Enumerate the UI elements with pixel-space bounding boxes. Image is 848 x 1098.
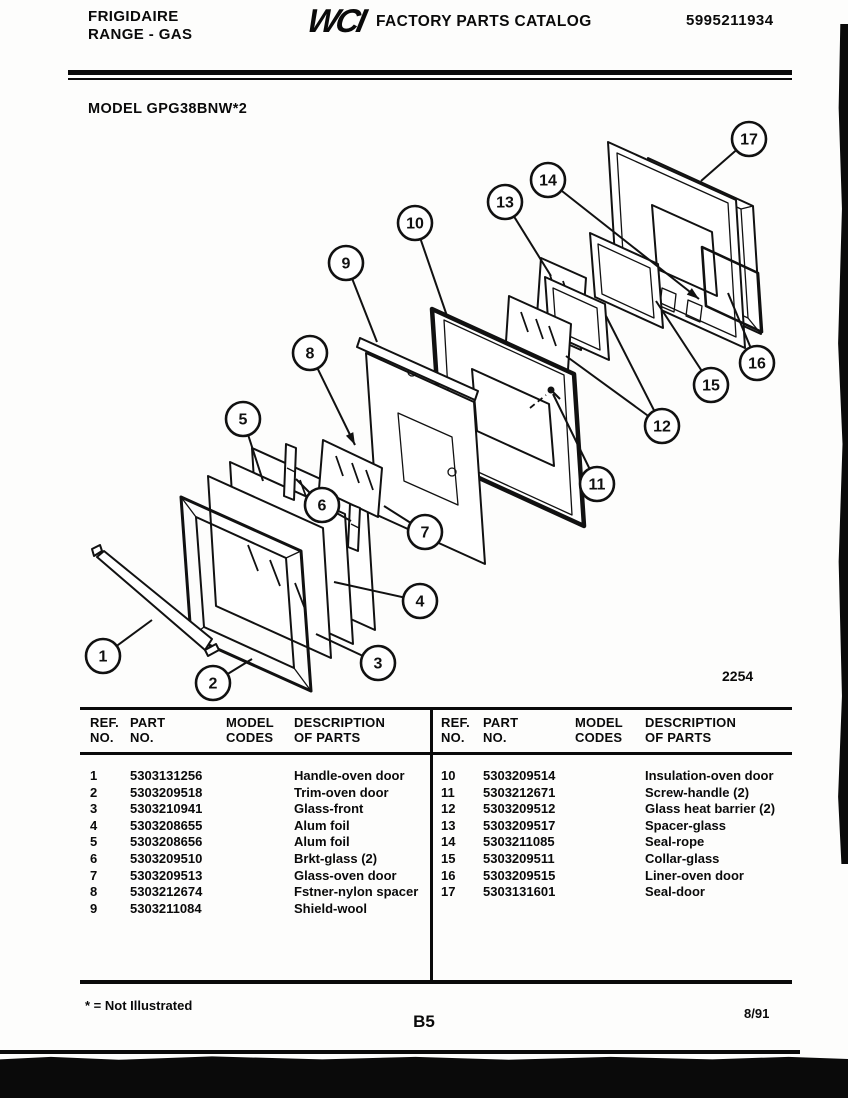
part-description: Liner-oven door [645,867,744,883]
part-no: 5303209515 [483,867,556,883]
part-no: 5303211085 [483,834,555,850]
model-codes [575,834,645,851]
table-row [441,851,811,868]
part-no: 5303209518 [130,784,203,800]
svg-text:14: 14 [539,172,557,190]
ref-no: 17 [441,884,456,900]
model-codes [575,801,645,818]
ref-no: 4 [90,817,98,833]
brand-line1: FRIGIDAIRE [88,8,179,25]
part-description: Trim-oven door [294,784,389,800]
column-header: REF. NO. [441,715,470,745]
part-no: 5303211084 [130,900,202,916]
model-codes [226,834,294,851]
svg-text:16: 16 [748,355,766,373]
ref-no: 9 [90,900,98,916]
part-description: Glass-oven door [294,867,397,883]
right-parts-table [441,768,811,901]
table-row [90,851,426,868]
part-no: 5303212671 [483,784,556,800]
ref-no: 8 [90,884,98,900]
part-description: Alum foil [294,834,350,850]
table-row [441,801,811,818]
table-row [441,768,811,785]
part-description: Shield-wool [294,900,367,916]
part-no: 5303209514 [483,768,556,783]
table-row [90,801,426,818]
document-number: 5995211934 [686,12,774,29]
model-codes [226,868,294,885]
table-row [441,785,811,802]
model-codes [226,801,294,818]
table-row [441,884,811,901]
ref-no: 5 [90,834,98,850]
part-no: 5303212674 [130,884,203,900]
model-codes [575,818,645,835]
part-no: 5303209511 [483,850,555,866]
footer-rule [0,1050,800,1054]
part-description: Seal-door [645,884,705,900]
svg-text:5: 5 [238,411,248,429]
ref-no: 10 [441,768,456,783]
table-row [90,818,426,835]
model-codes [575,884,645,901]
part-description: Screw-handle (2) [645,784,750,800]
svg-text:9: 9 [341,255,351,273]
part-description: Insulation-oven door [645,768,774,783]
part-no: 5303209510 [130,850,203,866]
ref-no: 1 [90,768,98,783]
part-description: Brkt-glass (2) [294,850,378,866]
svg-text:10: 10 [406,215,424,233]
scan-bottom-artifact [0,1056,848,1098]
part-description: Collar-glass [645,850,720,866]
column-header: MODEL CODES [226,715,274,745]
svg-text:11: 11 [588,476,606,494]
ref-no: 13 [441,817,456,833]
svg-text:3: 3 [373,655,383,673]
ref-no: 12 [441,801,456,817]
part-no: 5303209517 [483,817,556,833]
svg-text:17: 17 [740,131,758,149]
svg-text:13: 13 [496,194,514,212]
model-codes [575,868,645,885]
part-description: Handle-oven door [294,768,405,783]
column-header: DESCRIPTION OF PARTS [294,715,386,745]
table-bottom-rule [80,980,792,984]
wci-logo: WCI [304,2,368,39]
model-number: MODEL GPG38BNW*2 [88,101,248,117]
svg-text:12: 12 [653,418,671,436]
table-row [441,868,811,885]
column-header: DESCRIPTION OF PARTS [645,715,737,745]
svg-text:7: 7 [420,524,430,542]
part-description: Alum foil [294,817,350,833]
model-codes [575,785,645,802]
brand-line2: RANGE - GAS [88,26,193,43]
part-no: 5303209512 [483,801,556,817]
table-row [90,834,426,851]
svg-text:1: 1 [98,648,108,666]
ref-no: 3 [90,801,98,817]
model-codes [226,901,294,918]
date-code: 8/91 [744,1006,770,1021]
table-row [90,868,426,885]
part-liner-oven-door [608,142,745,348]
right-table-header [441,715,811,745]
ref-no: 16 [441,867,456,883]
ref-no: 11 [441,784,455,800]
part-no: 5303131256 [130,768,203,783]
table-row [90,768,426,785]
column-header: REF. NO. [90,715,119,745]
model-codes [226,851,294,868]
table-header-rule [80,752,792,755]
ref-no: 7 [90,867,98,883]
part-no: 5303208655 [130,817,203,833]
table-row [90,901,426,918]
page-id: B5 [413,1012,435,1031]
table-row [441,834,811,851]
column-header: PART NO. [483,715,519,745]
part-description: Glass-front [294,801,364,817]
left-table-header [90,715,426,745]
svg-text:4: 4 [415,593,425,611]
part-no: 5303210941 [130,801,203,817]
table-row [90,884,426,901]
model-codes [575,768,645,785]
ref-no: 14 [441,834,456,850]
ref-no: 2 [90,784,98,800]
model-codes [226,768,294,785]
svg-text:15: 15 [702,377,720,395]
table-row [90,785,426,802]
ref-no: 15 [441,850,456,866]
part-description: Spacer-glass [645,817,726,833]
part-no: 5303208656 [130,834,203,850]
part-no: 5303209513 [130,867,203,883]
model-codes [226,785,294,802]
left-parts-table [90,768,426,917]
not-illustrated-note: * = Not Illustrated [85,998,193,1013]
part-description: Fstner-nylon spacer [294,884,419,900]
model-codes [575,851,645,868]
svg-text:6: 6 [317,497,327,515]
model-codes [226,884,294,901]
model-codes [226,818,294,835]
ref-no: 6 [90,850,98,866]
catalog-title: FACTORY PARTS CATALOG [376,13,592,30]
svg-text:2: 2 [208,675,218,693]
column-header: MODEL CODES [575,715,623,745]
column-header: PART NO. [130,715,166,745]
figure-number: 2254 [722,668,754,684]
svg-text:8: 8 [305,345,315,363]
table-row [441,818,811,835]
part-description: Glass heat barrier (2) [645,801,776,817]
table-top-rule [80,707,792,710]
part-no: 5303131601 [483,884,556,900]
part-description: Seal-rope [645,834,705,850]
